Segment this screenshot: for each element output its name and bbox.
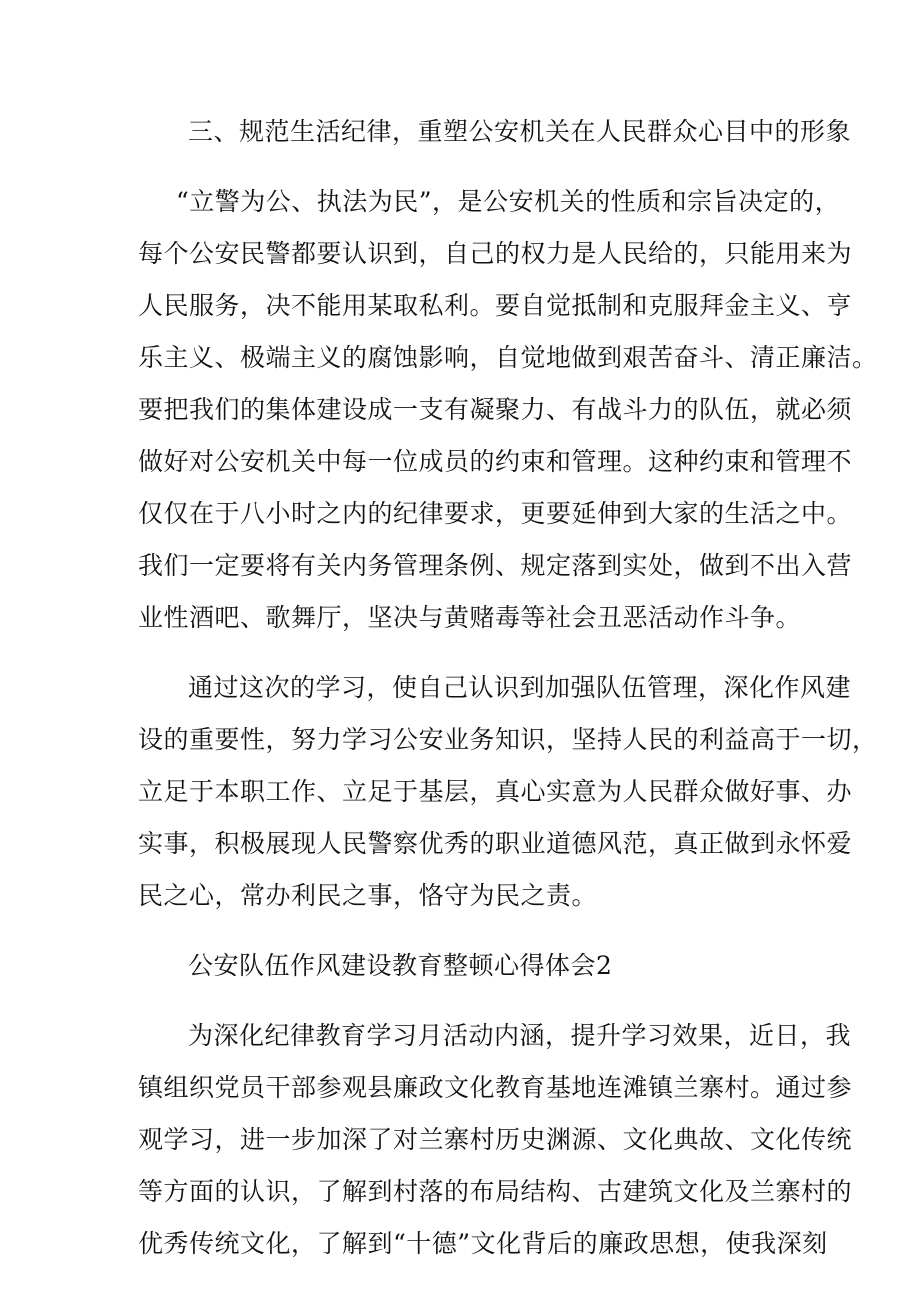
paragraph-line: “立警为公、执法为民”，是公安机关的性质和宗旨决定的， — [176, 187, 841, 216]
paragraph-line: 镇组织党员干部参观县廉政文化教育基地连滩镇兰寨村。通过参 — [138, 1073, 853, 1102]
paragraph-line: 观学习，进一步加深了对兰寨村历史渊源、文化典故、文化传统 — [138, 1125, 853, 1154]
paragraph-line: 设的重要性，努力学习公安业务知识，坚持人民的利益高于一切， — [138, 725, 878, 754]
article-title: 公安队伍作风建设教育整顿心得体会2 — [188, 951, 613, 980]
paragraph-line: 仅仅在于八小时之内的纪律要求，更要延伸到大家的生活之中。 — [138, 499, 853, 528]
paragraph-line: 实事，积极展现人民警察优秀的职业道德风范，真正做到永怀爱 — [138, 829, 853, 858]
section-heading: 三、规范生活纪律，重塑公安机关在人民群众心目中的形象 — [188, 117, 852, 146]
paragraph-line: 乐主义、极端主义的腐蚀影响，自觉地做到艰苦奋斗、清正廉洁。 — [138, 343, 878, 372]
paragraph-line: 通过这次的学习，使自己认识到加强队伍管理，深化作风建 — [188, 673, 852, 702]
paragraph-line: 我们一定要将有关内务管理条例、规定落到实处，做到不出入营 — [138, 551, 853, 580]
paragraph-line: 等方面的认识，了解到村落的布局结构、古建筑文化及兰寨村的 — [138, 1177, 853, 1206]
paragraph-line: 立足于本职工作、立足于基层，真心实意为人民群众做好事、办 — [138, 777, 853, 806]
paragraph-line: 要把我们的集体建设成一支有凝聚力、有战斗力的队伍，就必须 — [138, 395, 853, 424]
paragraph-line: 每个公安民警都要认识到，自己的权力是人民给的，只能用来为 — [138, 239, 853, 268]
paragraph-line: 优秀传统文化，了解到“十德”文化背后的廉政思想，使我深刻 — [138, 1229, 828, 1258]
paragraph-line: 为深化纪律教育学习月活动内涵，提升学习效果，近日，我 — [188, 1021, 852, 1050]
paragraph-line: 做好对公安机关中每一位成员的约束和管理。这种约束和管理不 — [138, 447, 853, 476]
paragraph-line: 人民服务，决不能用某取私利。要自觉抵制和克服拜金主义、亨 — [138, 291, 853, 320]
paragraph-line: 业性酒吧、歌舞厅，坚决与黄赌毒等社会丑恶活动作斗争。 — [138, 603, 802, 632]
paragraph-line: 民之心，常办利民之事，恪守为民之责。 — [138, 881, 598, 910]
